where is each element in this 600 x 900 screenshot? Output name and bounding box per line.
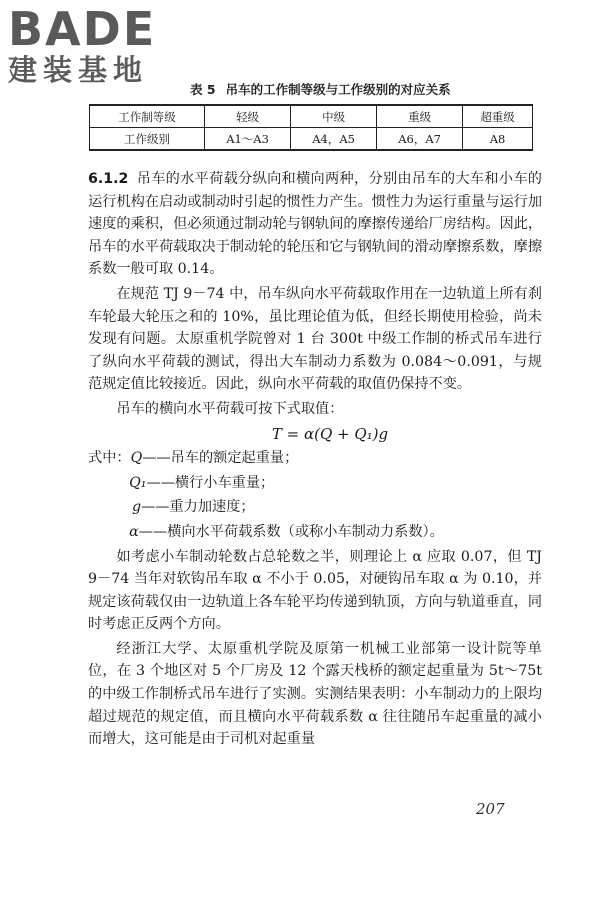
symbol-def-q: [88, 447, 542, 470]
paragraph-5: 经浙江大学、太原重机学院及原第一机械工业部第一设计院等单位，在 3 个地区对 5 个厂房及 12 个露天栈桥的额定起重量为 5t～75t 的中级工作制桥式吊车进行了实测。实测结果表明：小车制动力的上限均超过规范的规定值，而且横向水平荷载系数 α 往往随吊车起重量的减小而增大，这可能是由于司机对起重量: [88, 640, 543, 748]
logo-latin-text: BADE: [8, 2, 157, 56]
paragraph-2: 在规范 TJ 9－74 中，吊车纵向水平荷载取作用在一边轨道上所有刹车轮最大轮压之和的 10%，虽比理论值为低，但经长期使用检验，尚未发现有问题。太原重机学院曾对 1 台 300t 中级工作制的桥式吊车进行了纵向水平荷载的测试，得出大车制动力系数为 0.084～0.091，与规范规定值比较接近。因此，纵向水平荷载的取值仍保持不变。: [88, 285, 542, 393]
paragraph-text: 吊车的水平荷载分纵向和横向两种，分别由吊车的大车和小车的运行机构在启动或制动时引起的惯性力产生。惯性力为运行重量与运行加速度的乘积，但必须通过制动轮与钢轨间的摩擦传递给厂房结构。因此，吊车的水平荷载取决于制动轮的轮压和它与钢轨间的滑动摩擦系数，摩擦系数一般可取 0.14。: [88, 171, 543, 278]
formula: T = α(Q + Q₁)g: [271, 424, 389, 443]
symbol-def-g: [88, 496, 542, 519]
paragraph-4: 如考虑小车制动轮数占总轮数之半，则理论上 α 应取 0.07，但 TJ 9－74 当年对软钩吊车取 α 不小于 0.05，对硬钩吊车取 α 为 0.10，并规定该荷载仅由一边轨道上各车轮平均传递到轨顶，方向与轨道垂直，同时考虑正反两个方向。: [88, 548, 543, 633]
symbol-def-q1: [88, 472, 542, 495]
table-cell: A6，A7: [377, 128, 463, 151]
where-intro: 式中：: [88, 450, 131, 467]
table-header-cell: 轻级: [205, 105, 291, 128]
table-row: [90, 128, 533, 151]
symbol-name: Q: [130, 450, 143, 467]
section-number: 6.1.2: [88, 171, 129, 187]
table-cell: 工作级别: [90, 128, 205, 151]
symbol-name: Q₁: [129, 474, 147, 491]
table-header-cell: 中级: [291, 105, 377, 128]
table-title: 吊车的工作制等级与工作级别的对应关系: [225, 82, 451, 97]
body-text: [88, 168, 542, 753]
work-level-table: [89, 104, 533, 151]
page-number: 207: [476, 800, 505, 818]
symbol-desc: ——横向水平荷载系数（或称小车制动力系数）。: [138, 523, 444, 540]
symbol-desc: ——横行小车重量；: [146, 474, 275, 491]
table-header-cell: 重级: [377, 105, 463, 128]
table-cell: A1～A3: [205, 128, 291, 151]
paragraph-3: 吊车的横向水平荷载可按下式取值：: [116, 400, 344, 417]
table-caption: [190, 80, 451, 98]
symbol-name: g: [132, 499, 142, 516]
logo-cjk-text: 建装基地: [8, 53, 149, 87]
table-number: 表 5: [190, 82, 216, 97]
table-header-cell: 超重级: [463, 105, 533, 128]
table-header-cell: 工作制等级: [90, 105, 205, 128]
symbol-desc: ——重力加速度；: [141, 499, 255, 516]
section-paragraph-1: [88, 168, 542, 281]
table-header-row: [90, 105, 533, 128]
logo: [8, 2, 157, 87]
symbol-name: α: [129, 523, 139, 540]
symbol-def-alpha: [88, 521, 542, 544]
table-cell: A4，A5: [291, 128, 377, 151]
table-cell: A8: [463, 128, 533, 151]
symbol-desc: ——吊车的额定起重量；: [142, 450, 299, 467]
